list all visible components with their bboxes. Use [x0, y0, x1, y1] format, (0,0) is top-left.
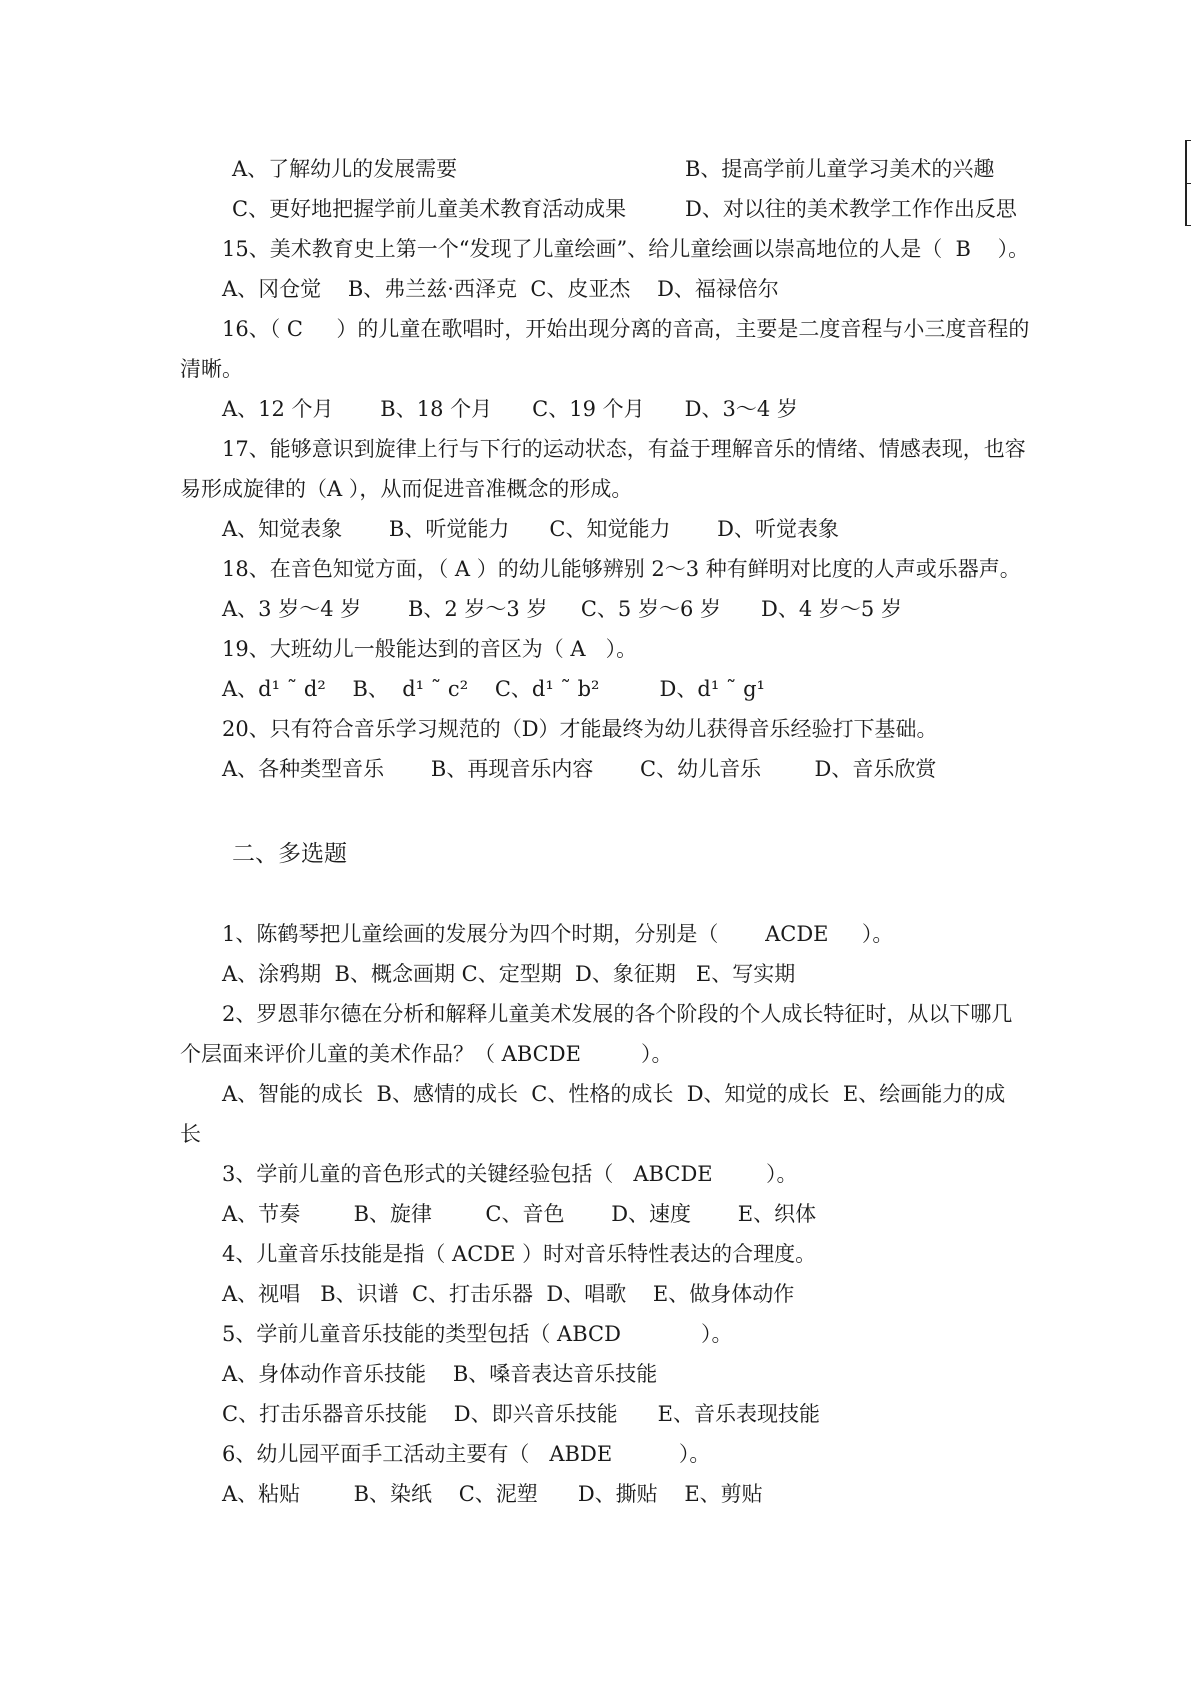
mc-question-3: 3、学前儿童的音色形式的关键经验包括（ ABCDE ）。 [222, 1162, 798, 1186]
question-16-cont: 清晰。 [180, 357, 243, 381]
options-16: A、12 个月 B、18 个月 C、19 个月 D、3～4 岁 [222, 397, 798, 421]
question-15: 15、美术教育史上第一个“发现了儿童绘画”、给儿童绘画以崇高地位的人是（ B ）。 [222, 237, 1030, 261]
options-19: A、d¹ ˜ d² B、 d¹ ˜ c² C、d¹ ˜ b² D、d¹ ˜ g¹ [222, 677, 765, 701]
page-edge-mark [1185, 140, 1191, 226]
mc-options-5a: A、身体动作音乐技能 B、嗓音表达音乐技能 [222, 1362, 658, 1386]
option-line: C、更好地把握学前儿童美术教育活动成果 [232, 197, 627, 221]
mc-question-1: 1、陈鹤琴把儿童绘画的发展分为四个时期，分别是（ ACDE ）。 [222, 922, 894, 946]
mc-options-2-cont: 长 [180, 1122, 201, 1146]
mc-options-4: A、视唱 B、识谱 C、打击乐器 D、唱歌 E、做身体动作 [222, 1282, 795, 1306]
section-heading: 二、多选题 [232, 841, 347, 867]
option-line: A、了解幼儿的发展需要 [232, 157, 458, 181]
question-18: 18、在音色知觉方面，（ A ）的幼儿能够辨别 2～3 种有鲜明对比度的人声或乐器声。 [222, 557, 1021, 581]
mc-options-6: A、粘贴 B、染纸 C、泥塑 D、撕贴 E、剪贴 [222, 1482, 763, 1506]
question-17-cont: 易形成旋律的（A ），从而促进音准概念的形成。 [180, 477, 633, 501]
options-20: A、各种类型音乐 B、再现音乐内容 C、幼儿音乐 D、音乐欣赏 [222, 757, 937, 781]
mc-question-4: 4、儿童音乐技能是指（ ACDE ）时对音乐特性表达的合理度。 [222, 1242, 817, 1266]
option-line: D、对以往的美术教学工作作出反思 [685, 197, 1017, 221]
option-line: B、提高学前儿童学习美术的兴趣 [685, 157, 995, 181]
mc-options-2: A、智能的成长 B、感情的成长 C、性格的成长 D、知觉的成长 E、绘画能力的成 [222, 1082, 1006, 1106]
mc-question-5: 5、学前儿童音乐技能的类型包括（ ABCD ）。 [222, 1322, 733, 1346]
mc-question-6: 6、幼儿园平面手工活动主要有（ ABDE ）。 [222, 1442, 711, 1466]
options-18: A、3 岁～4 岁 B、2 岁～3 岁 C、5 岁～6 岁 D、4 岁～5 岁 [222, 597, 902, 621]
mc-question-2-cont: 个层面来评价儿童的美术作品？（ ABCDE ）。 [180, 1042, 673, 1066]
options-15: A、冈仓觉 B、弗兰兹·西泽克 C、皮亚杰 D、福禄倍尔 [222, 277, 779, 301]
mc-question-2: 2、罗恩菲尔德在分析和解释儿童美术发展的各个阶段的个人成长特征时，从以下哪几 [222, 1002, 1013, 1026]
question-16: 16、（ C ）的儿童在歌唱时，开始出现分离的音高，主要是二度音程与小三度音程的 [222, 317, 1030, 341]
question-20: 20、只有符合音乐学习规范的（D）才能最终为幼儿获得音乐经验打下基础。 [222, 717, 938, 741]
mc-options-3: A、节奏 B、旋律 C、音色 D、速度 E、织体 [222, 1202, 817, 1226]
question-19: 19、大班幼儿一般能达到的音区为（ A ）。 [222, 637, 638, 661]
question-17: 17、能够意识到旋律上行与下行的运动状态，有益于理解音乐的情绪、情感表现，也容 [222, 437, 1026, 461]
options-17: A、知觉表象 B、听觉能力 C、知觉能力 D、听觉表象 [222, 517, 840, 541]
mc-options-1: A、涂鸦期 B、概念画期 C、定型期 D、象征期 E、写实期 [222, 962, 796, 986]
mc-options-5b: C、打击乐器音乐技能 D、即兴音乐技能 E、音乐表现技能 [222, 1402, 820, 1426]
